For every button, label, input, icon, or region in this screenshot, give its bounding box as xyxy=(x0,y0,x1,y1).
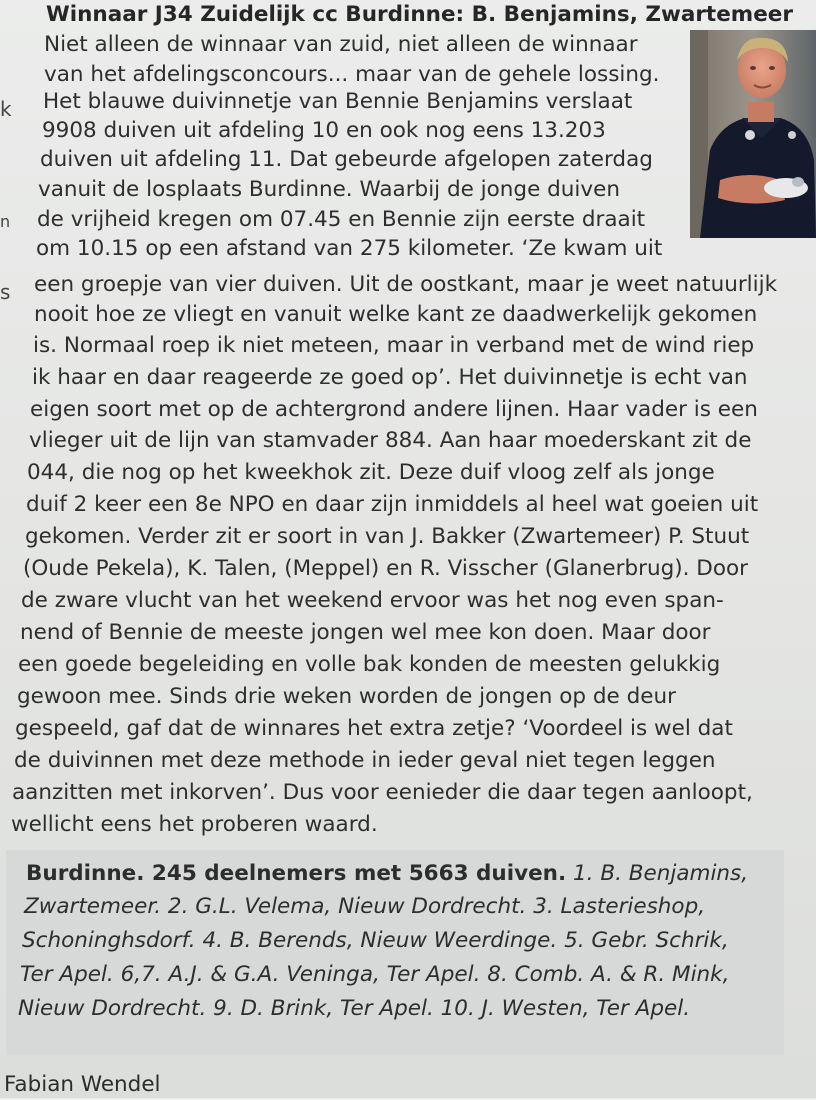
article-line: de vrijheid kregen om 07.45 en Bennie zijn eerste draait xyxy=(37,207,646,232)
breeder-photo xyxy=(690,30,816,238)
article-line: aanzitten met inkorven’. Dus voor eenieder die daar tegen aanloopt, xyxy=(12,780,753,805)
article-line: is. Normaal roep ik niet meteen, maar in verband met de wind riep xyxy=(33,333,755,358)
article-line: vanuit de losplaats Burdinne. Waarbij de jonge duiven xyxy=(38,177,620,202)
article-line: 9908 duiven uit afdeling 10 en ook nog eens 13.203 xyxy=(42,118,606,143)
article-line: eigen soort met op de achtergrond andere lijnen. Haar vader is een xyxy=(30,397,758,422)
results-line: Schoninghsdorf. 4. B. Berends, Nieuw Weerdinge. 5. Gebr. Schrik, xyxy=(22,928,729,953)
article-line: gespeeld, gaf dat de winnares het extra zetje? ‘Voordeel is wel dat xyxy=(15,716,733,741)
results-line: Ter Apel. 6,7. A.J. & G.A. Veninga, Ter Apel. 8. Comb. A. & R. Mink, xyxy=(20,962,730,987)
article-line: Het blauwe duivinnetje van Bennie Benjamins verslaat xyxy=(43,89,633,114)
article-line: wellicht eens het proberen waard. xyxy=(11,812,378,837)
margin-fragment: s xyxy=(0,280,11,304)
article-line: duiven uit afdeling 11. Dat gebeurde afgelopen zaterdag xyxy=(40,147,653,172)
article-line: de zware vlucht van het weekend ervoor was het nog even span- xyxy=(21,588,724,613)
article-line: 044, die nog op het kweekhok zit. Deze duif vloog zelf als jonge xyxy=(27,460,715,485)
article-line: Niet alleen de winnaar van zuid, niet alleen de winnaar xyxy=(44,32,638,57)
results-heading: Burdinne. 245 deelnemers met 5663 duiven. xyxy=(26,861,567,886)
results-first-entry: 1. B. Benjamins, xyxy=(573,861,749,886)
margin-fragment: k xyxy=(0,97,12,121)
article-line: gekomen. Verder zit er soort in van J. Bakker (Zwartemeer) P. Stuut xyxy=(25,524,750,549)
author-name: Fabian Wendel xyxy=(4,1072,161,1097)
breeder-photo-image xyxy=(690,30,816,238)
article-line: nooit hoe ze vliegt en vanuit welke kant ze daadwerkelijk gekomen xyxy=(34,302,758,327)
article-line: de duivinnen met deze methode in ieder geval niet tegen leggen xyxy=(14,748,716,773)
article-line: een goede begeleiding en volle bak konden de meesten gelukkig xyxy=(18,652,721,677)
article-line: nend of Bennie de meeste jongen wel mee kon doen. Maar door xyxy=(20,620,711,645)
results-line xyxy=(26,859,748,889)
article-line: een groepje van vier duiven. Uit de oostkant, maar je weet natuurlijk xyxy=(34,272,778,297)
article-line: vlieger uit de lijn van stamvader 884. Aan haar moederskant zit de xyxy=(29,428,752,453)
article-line: gewoon mee. Sinds drie weken worden de jongen op de deur xyxy=(17,684,676,709)
article-line: (Oude Pekela), K. Talen, (Meppel) en R. Visscher (Glanerbrug). Door xyxy=(23,556,748,581)
article-line: ik haar en daar reageerde ze goed op’. Het duivinnetje is echt van xyxy=(32,365,748,390)
article-title: Winnaar J34 Zuidelijk cc Burdinne: B. Benjamins, Zwartemeer xyxy=(46,2,793,27)
article-line: duif 2 keer een 8e NPO en daar zijn inmiddels al heel wat goeien uit xyxy=(26,492,759,517)
article-line: om 10.15 op een afstand van 275 kilometer. ‘Ze kwam uit xyxy=(36,236,663,261)
margin-fragment: n xyxy=(0,212,11,231)
results-line: Zwartemeer. 2. G.L. Velema, Nieuw Dordrecht. 3. Lasterieshop, xyxy=(24,894,706,919)
article-line: van het afdelingsconcours... maar van de gehele lossing. xyxy=(44,62,660,87)
results-line: Nieuw Dordrecht. 9. D. Brink, Ter Apel. 10. J. Westen, Ter Apel. xyxy=(18,996,691,1021)
